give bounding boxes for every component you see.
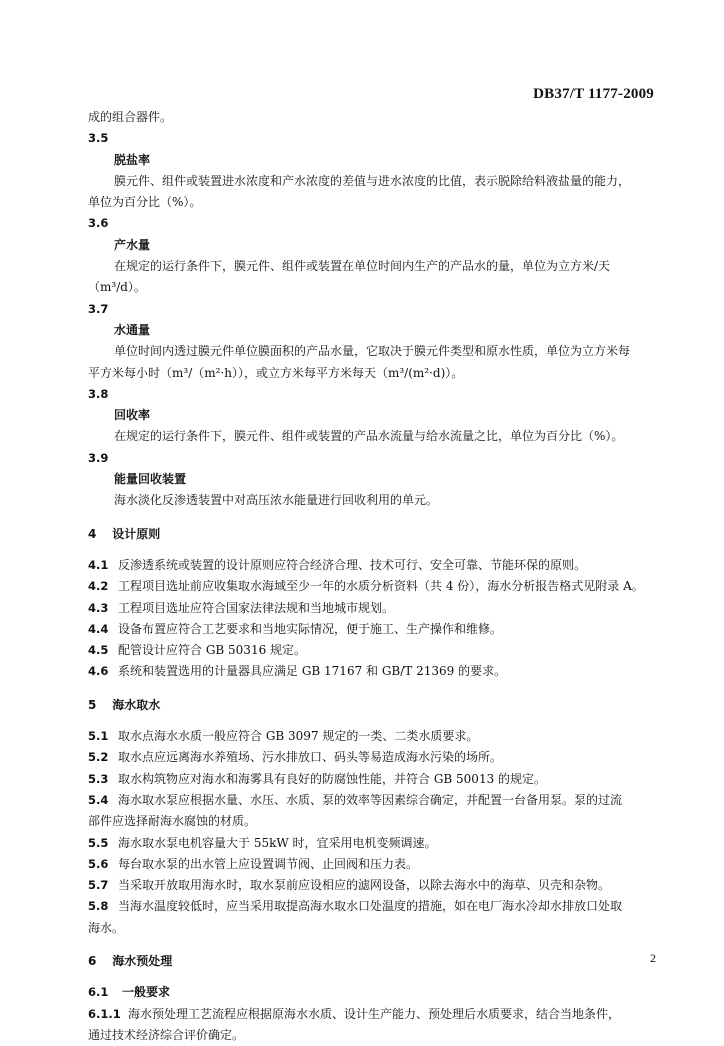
term-number: 3.7 <box>88 301 109 316</box>
clause <box>88 790 658 811</box>
subsection-title: 一般要求 <box>122 985 171 1000</box>
term-number: 3.8 <box>88 386 109 401</box>
term-definition: 海水淡化反渗透装置中对高压浓水能量进行回收利用的单元。 <box>114 493 439 508</box>
clause-number: 6.1.1 <box>88 1006 121 1021</box>
clause <box>88 576 658 597</box>
clause-number: 5.4 <box>88 792 109 807</box>
clause-number: 4.1 <box>88 557 109 572</box>
term-number: 3.9 <box>88 450 109 465</box>
document-code: DB37/T 1177-2009 <box>533 86 654 102</box>
term-definition: 在规定的运行条件下，膜元件、组件或装置在单位时间内生产的产品水的量，单位为立方米/天 <box>114 259 611 274</box>
term-definition-cont: 平方米每小时（m³/（m²·h）），或立方米每平方米每天（m³/(m²·d)）。 <box>88 365 464 380</box>
section-heading <box>88 951 658 972</box>
section-title: 海水预处理 <box>112 953 173 968</box>
clause-text: 每台取水泵的出水管上应设置调节阀、止回阀和压力表。 <box>118 856 419 871</box>
clause <box>88 833 658 854</box>
clause-text: 取水点海水水质一般应符合 GB 3097 规定的一类、二类水质要求。 <box>118 729 479 744</box>
clause-text: 海水预处理工艺流程应根据原海水水质、设计生产能力、预处理后水质要求，结合当地条件， <box>128 1006 621 1021</box>
clause <box>88 619 658 640</box>
clause-text: 反渗透系统或装置的设计原则应符合经济合理、技术可行、安全可靠、节能环保的原则。 <box>118 557 587 572</box>
section-number: 4 <box>88 526 97 541</box>
clause-text: 取水点应远离海水养殖场、污水排放口、码头等易造成海水污染的场所。 <box>118 750 503 765</box>
term-title: 水通量 <box>114 322 151 337</box>
clause-text: 工程项目选址前应收集取水海域至少一年的水质分析资料（共 4 份），海水分析报告格式见附录 A。 <box>118 579 644 594</box>
term-number: 3.6 <box>88 216 109 231</box>
clause-continuation: 通过技术经济综合评价确定。 <box>88 1027 245 1042</box>
clause-text: 当海水温度较低时，应当采用取提高海水取水口处温度的措施，如在电厂海水冷却水排放口处取 <box>118 899 623 914</box>
clause-number: 4.2 <box>88 579 109 594</box>
clause-text: 设备布置应符合工艺要求和当地实际情况，便于施工、生产操作和维修。 <box>118 621 503 636</box>
clause-number: 5.7 <box>88 878 109 893</box>
clause-number: 5.1 <box>88 729 109 744</box>
clause-number: 5.6 <box>88 856 109 871</box>
clause-text: 海水取水泵电机容量大于 55kW 时，宜采用电机变频调速。 <box>118 835 437 850</box>
subsection-heading <box>88 982 658 1003</box>
term-definition: 在规定的运行条件下，膜元件、组件或装置的产品水流量与给水流量之比，单位为百分比（%）。 <box>114 429 624 444</box>
term-definition-cont: 单位为百分比（%）。 <box>88 195 202 210</box>
term-definition-cont: （m³/d）。 <box>88 280 146 295</box>
term-title: 脱盐率 <box>114 152 151 167</box>
clause-number: 5.3 <box>88 771 109 786</box>
section-title: 海水取水 <box>112 697 161 712</box>
clause-continuation: 部件应选择耐海水腐蚀的材质。 <box>88 814 257 829</box>
clause-text: 当采取开放取用海水时，取水泵前应设相应的滤网设备，以除去海水中的海草、贝壳和杂物。 <box>118 878 611 893</box>
section-heading <box>88 524 658 545</box>
clause-text: 系统和装置选用的计量器具应满足 GB 17167 和 GB/T 21369 的要求。 <box>118 664 507 679</box>
term-number: 3.5 <box>88 131 109 146</box>
clause-number: 5.5 <box>88 835 109 850</box>
clause <box>88 747 658 768</box>
clause <box>88 875 658 896</box>
section-heading <box>88 695 658 716</box>
clause <box>88 896 658 917</box>
term-definition: 单位时间内透过膜元件单位膜面积的产品水量，它取决于膜元件类型和原水性质，单位为立方米每 <box>114 344 631 359</box>
clause-text: 取水构筑物应对海水和海雾具有良好的防腐蚀性能，并符合 GB 50013 的规定。 <box>118 771 547 786</box>
continued-line: 成的组合器件。 <box>88 110 173 124</box>
clause <box>88 555 658 576</box>
term-title: 回收率 <box>114 408 151 423</box>
clause-number: 5.8 <box>88 899 109 914</box>
clause-continuation: 海水。 <box>88 920 125 935</box>
clause <box>88 661 658 682</box>
clause <box>88 726 658 747</box>
section-title: 设计原则 <box>112 526 161 541</box>
document-body <box>88 107 658 1046</box>
term-title: 能量回收装置 <box>114 472 187 487</box>
clause-text: 海水取水泵应根据水量、水压、水质、泵的效率等因素综合确定，并配置一台备用泵。泵的过流 <box>118 792 623 807</box>
clause <box>88 640 658 661</box>
clause <box>88 769 658 790</box>
subsection-number: 6.1 <box>88 985 109 1000</box>
page-number: 2 <box>650 951 656 965</box>
clause <box>88 854 658 875</box>
clause <box>88 1004 658 1025</box>
clause-text: 配管设计应符合 GB 50316 规定。 <box>118 643 307 658</box>
clause-number: 4.4 <box>88 621 109 636</box>
term-title: 产水量 <box>114 237 151 252</box>
section-number: 5 <box>88 697 97 712</box>
section-number: 6 <box>88 953 97 968</box>
clause <box>88 598 658 619</box>
clause-number: 4.3 <box>88 600 109 615</box>
clause-number: 5.2 <box>88 750 109 765</box>
clause-number: 4.6 <box>88 664 109 679</box>
term-definition: 膜元件、组件或装置进水浓度和产水浓度的差值与进水浓度的比值，表示脱除给料液盐量的能力， <box>114 173 631 188</box>
clause-text: 工程项目选址应符合国家法律法规和当地城市规划。 <box>118 600 395 615</box>
clause-number: 4.5 <box>88 643 109 658</box>
